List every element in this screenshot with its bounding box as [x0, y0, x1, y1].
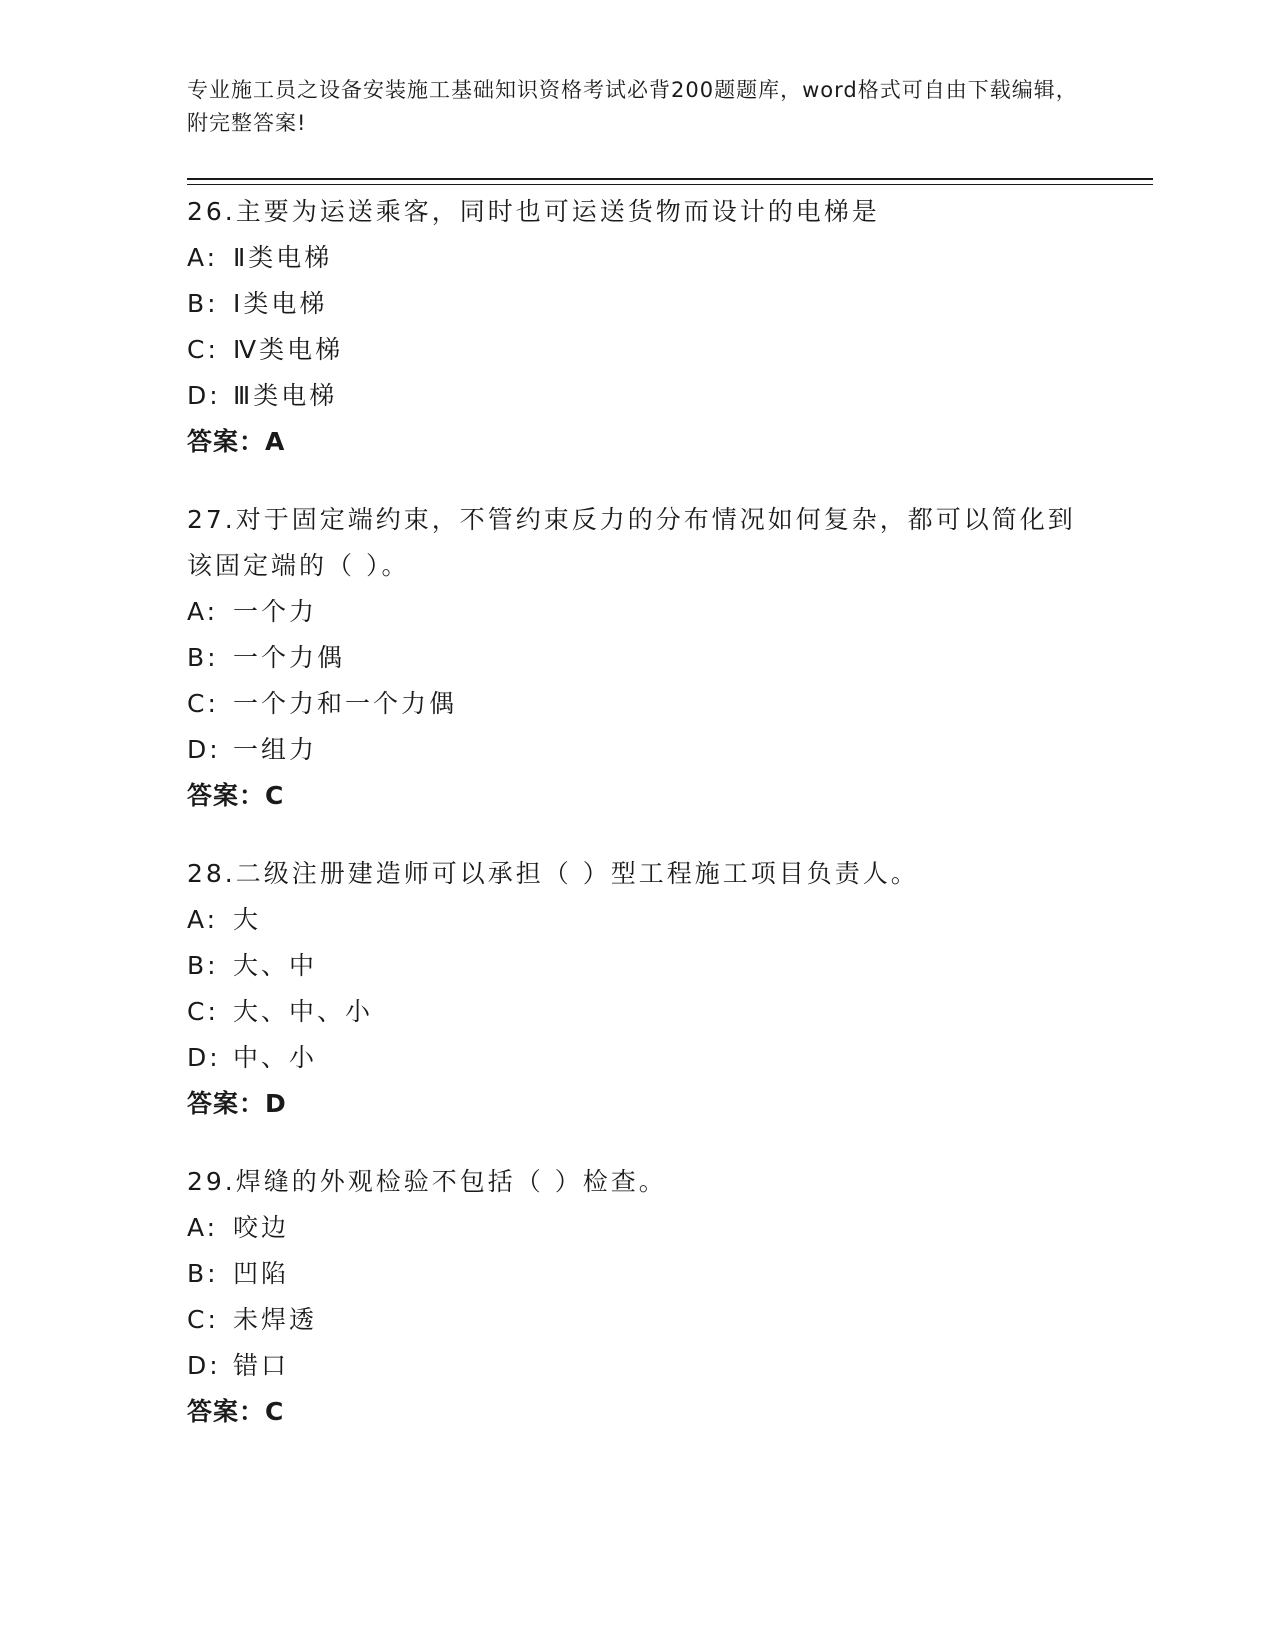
- option-letter: D:: [187, 381, 221, 410]
- option-letter: C:: [187, 997, 219, 1026]
- question-stem: 29.焊缝的外观检验不包括（ ）检查。: [187, 1167, 667, 1196]
- answer-line: 答案：D: [187, 1089, 287, 1118]
- option-c: [187, 1297, 1087, 1343]
- option-text: 未焊透: [233, 1305, 318, 1334]
- option-text: 凹陷: [233, 1259, 290, 1288]
- option-d: [187, 373, 1087, 419]
- question-26: [187, 189, 1087, 465]
- option-letter: B:: [187, 643, 219, 672]
- option-c: [187, 327, 1087, 373]
- option-a: [187, 897, 1087, 943]
- option-text: 大: [233, 905, 262, 934]
- option-a: [187, 1205, 1087, 1251]
- option-a: [187, 589, 1087, 635]
- option-letter: A:: [187, 597, 219, 626]
- header-divider-thick: [187, 178, 1153, 180]
- option-text: 大、中、小: [233, 997, 374, 1026]
- question-stem: 26.主要为运送乘客，同时也可运送货物而设计的电梯是: [187, 197, 880, 226]
- document-header: 专业施工员之设备安装施工基础知识资格考试必背200题题库，word格式可自由下载编辑，附完整答案!: [187, 78, 1078, 135]
- option-d: [187, 1343, 1087, 1389]
- option-b: [187, 635, 1087, 681]
- question-27: [187, 497, 1087, 819]
- option-text: 一个力: [233, 597, 318, 626]
- option-text: Ⅱ类电梯: [233, 243, 333, 272]
- option-b: [187, 281, 1087, 327]
- option-letter: C:: [187, 335, 219, 364]
- answer-line: 答案：C: [187, 1397, 285, 1426]
- option-b: [187, 943, 1087, 989]
- question-28: [187, 851, 1087, 1127]
- option-letter: D:: [187, 1043, 221, 1072]
- option-letter: D:: [187, 735, 221, 764]
- option-letter: A:: [187, 243, 219, 272]
- option-letter: C:: [187, 689, 219, 718]
- option-text: 中、小: [233, 1043, 318, 1072]
- header-divider-thin: [187, 184, 1153, 185]
- option-c: [187, 681, 1087, 727]
- option-text: Ⅰ类电梯: [233, 289, 328, 318]
- question-stem: 27.对于固定端约束，不管约束反力的分布情况如何复杂，都可以简化到该固定端的（ ）。: [187, 505, 1076, 580]
- option-a: [187, 235, 1087, 281]
- answer-line: 答案：A: [187, 427, 286, 456]
- option-text: 大、中: [233, 951, 318, 980]
- option-letter: D:: [187, 1351, 221, 1380]
- option-text: 一组力: [233, 735, 318, 764]
- option-letter: A:: [187, 1213, 219, 1242]
- option-d: [187, 727, 1087, 773]
- option-letter: A:: [187, 905, 219, 934]
- question-29: [187, 1159, 1087, 1435]
- question-stem: 28.二级注册建造师可以承担（ ）型工程施工项目负责人。: [187, 859, 919, 888]
- option-text: 错口: [233, 1351, 290, 1380]
- option-letter: B:: [187, 951, 219, 980]
- option-text: Ⅳ类电梯: [233, 335, 344, 364]
- option-letter: B:: [187, 289, 219, 318]
- option-letter: C:: [187, 1305, 219, 1334]
- option-text: 一个力偶: [233, 643, 346, 672]
- option-text: 咬边: [233, 1213, 290, 1242]
- answer-line: 答案：C: [187, 781, 285, 810]
- option-letter: B:: [187, 1259, 219, 1288]
- option-b: [187, 1251, 1087, 1297]
- option-d: [187, 1035, 1087, 1081]
- option-text: 一个力和一个力偶: [233, 689, 458, 718]
- option-c: [187, 989, 1087, 1035]
- option-text: Ⅲ类电梯: [233, 381, 338, 410]
